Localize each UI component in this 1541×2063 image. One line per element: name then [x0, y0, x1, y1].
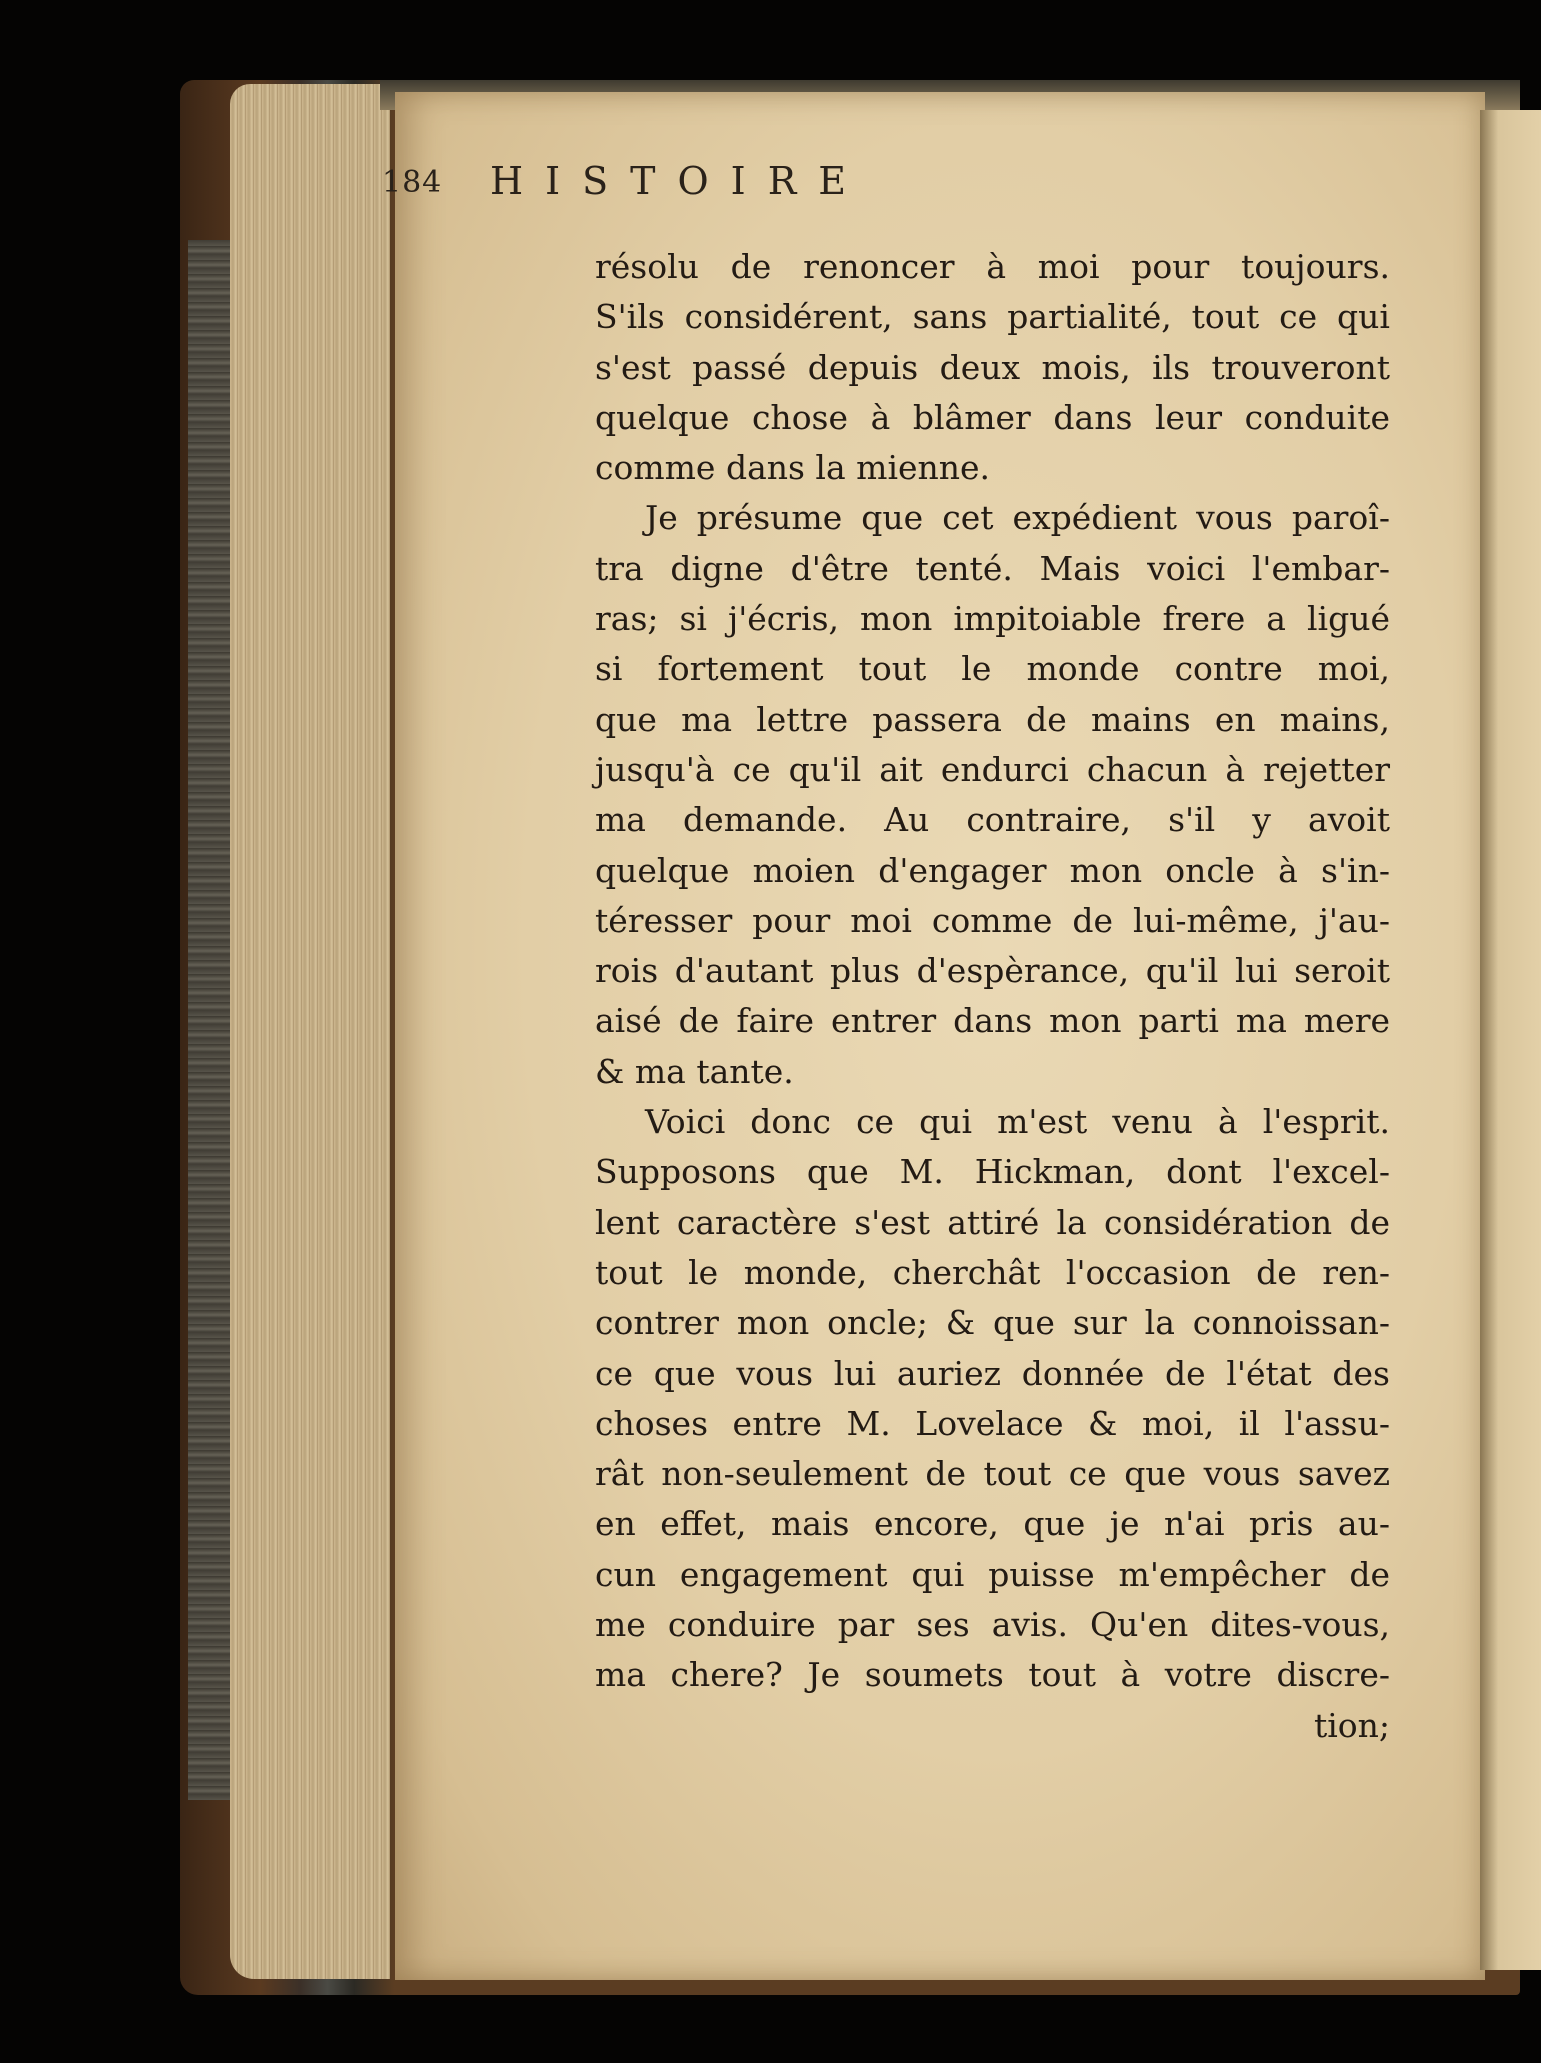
page-edges [230, 84, 390, 1979]
text-line: Supposons que M. Hickman, dont l'excel- [595, 1152, 1390, 1192]
text-line: si fortement tout le monde contre moi, [595, 649, 1390, 689]
text-line: quelque chose à blâmer dans leur conduite [595, 397, 1390, 437]
text-line: & ma tante. [595, 1051, 794, 1091]
page-header [382, 159, 1232, 215]
text-line: cun engagement qui puisse m'empêcher de [595, 1554, 1390, 1594]
text-line: aisé de faire entrer dans mon parti ma mere [595, 1001, 1390, 1041]
text-line: S'ils considérent, sans partialité, tout ce qui [595, 297, 1390, 337]
right-page-sliver [1480, 110, 1541, 1970]
text-line: résolu de renoncer à moi pour toujours. [595, 247, 1390, 286]
text-line: comme dans la mienne. [595, 448, 991, 488]
text-line: choses entre M. Lovelace & moi, il l'assu- [595, 1403, 1390, 1443]
text-line: téresser pour moi comme de lui-même, j'au- [595, 900, 1390, 940]
text-line: me conduire par ses avis. Qu'en dites-vous, [595, 1605, 1390, 1645]
text-line: rât non-seulement de tout ce que vous savez [595, 1454, 1390, 1494]
page-number: 184 [382, 165, 443, 200]
text-line: Je présume que cet expédient vous paroî- [645, 498, 1390, 538]
text-line: tion; [1313, 1705, 1390, 1745]
text-line: lent caractère s'est attiré la considération de [595, 1202, 1390, 1242]
text-line: Voici donc ce qui m'est venu à l'esprit. [645, 1102, 1390, 1142]
book-spine [188, 240, 230, 1800]
text-line: tra digne d'être tenté. Mais voici l'embar- [595, 548, 1390, 588]
text-line: ma chere? Je soumets tout à votre discre- [595, 1655, 1390, 1695]
text-line: s'est passé depuis deux mois, ils trouveront [595, 347, 1390, 387]
body-text [595, 242, 1390, 1751]
text-line: contrer mon oncle; & que sur la connoissan- [595, 1303, 1390, 1343]
text-line: jusqu'à ce qu'il ait endurci chacun à rejetter [595, 749, 1390, 789]
text-line: quelque moien d'engager mon oncle à s'in- [595, 850, 1390, 890]
text-line: rois d'autant plus d'espèrance, qu'il lui seroit [595, 951, 1390, 991]
running-title: HISTOIRE [490, 159, 869, 203]
text-line: que ma lettre passera de mains en mains, [595, 699, 1390, 739]
text-line: ras; si j'écris, mon impitoiable frere a ligué [595, 599, 1390, 639]
text-line: ce que vous lui auriez donnée de l'état des [595, 1353, 1390, 1393]
text-line: en effet, mais encore, que je n'ai pris au- [595, 1504, 1390, 1544]
text-line: tout le monde, cherchât l'occasion de ren- [595, 1252, 1390, 1292]
text-line: ma demande. Au contraire, s'il y avoit [595, 800, 1390, 840]
